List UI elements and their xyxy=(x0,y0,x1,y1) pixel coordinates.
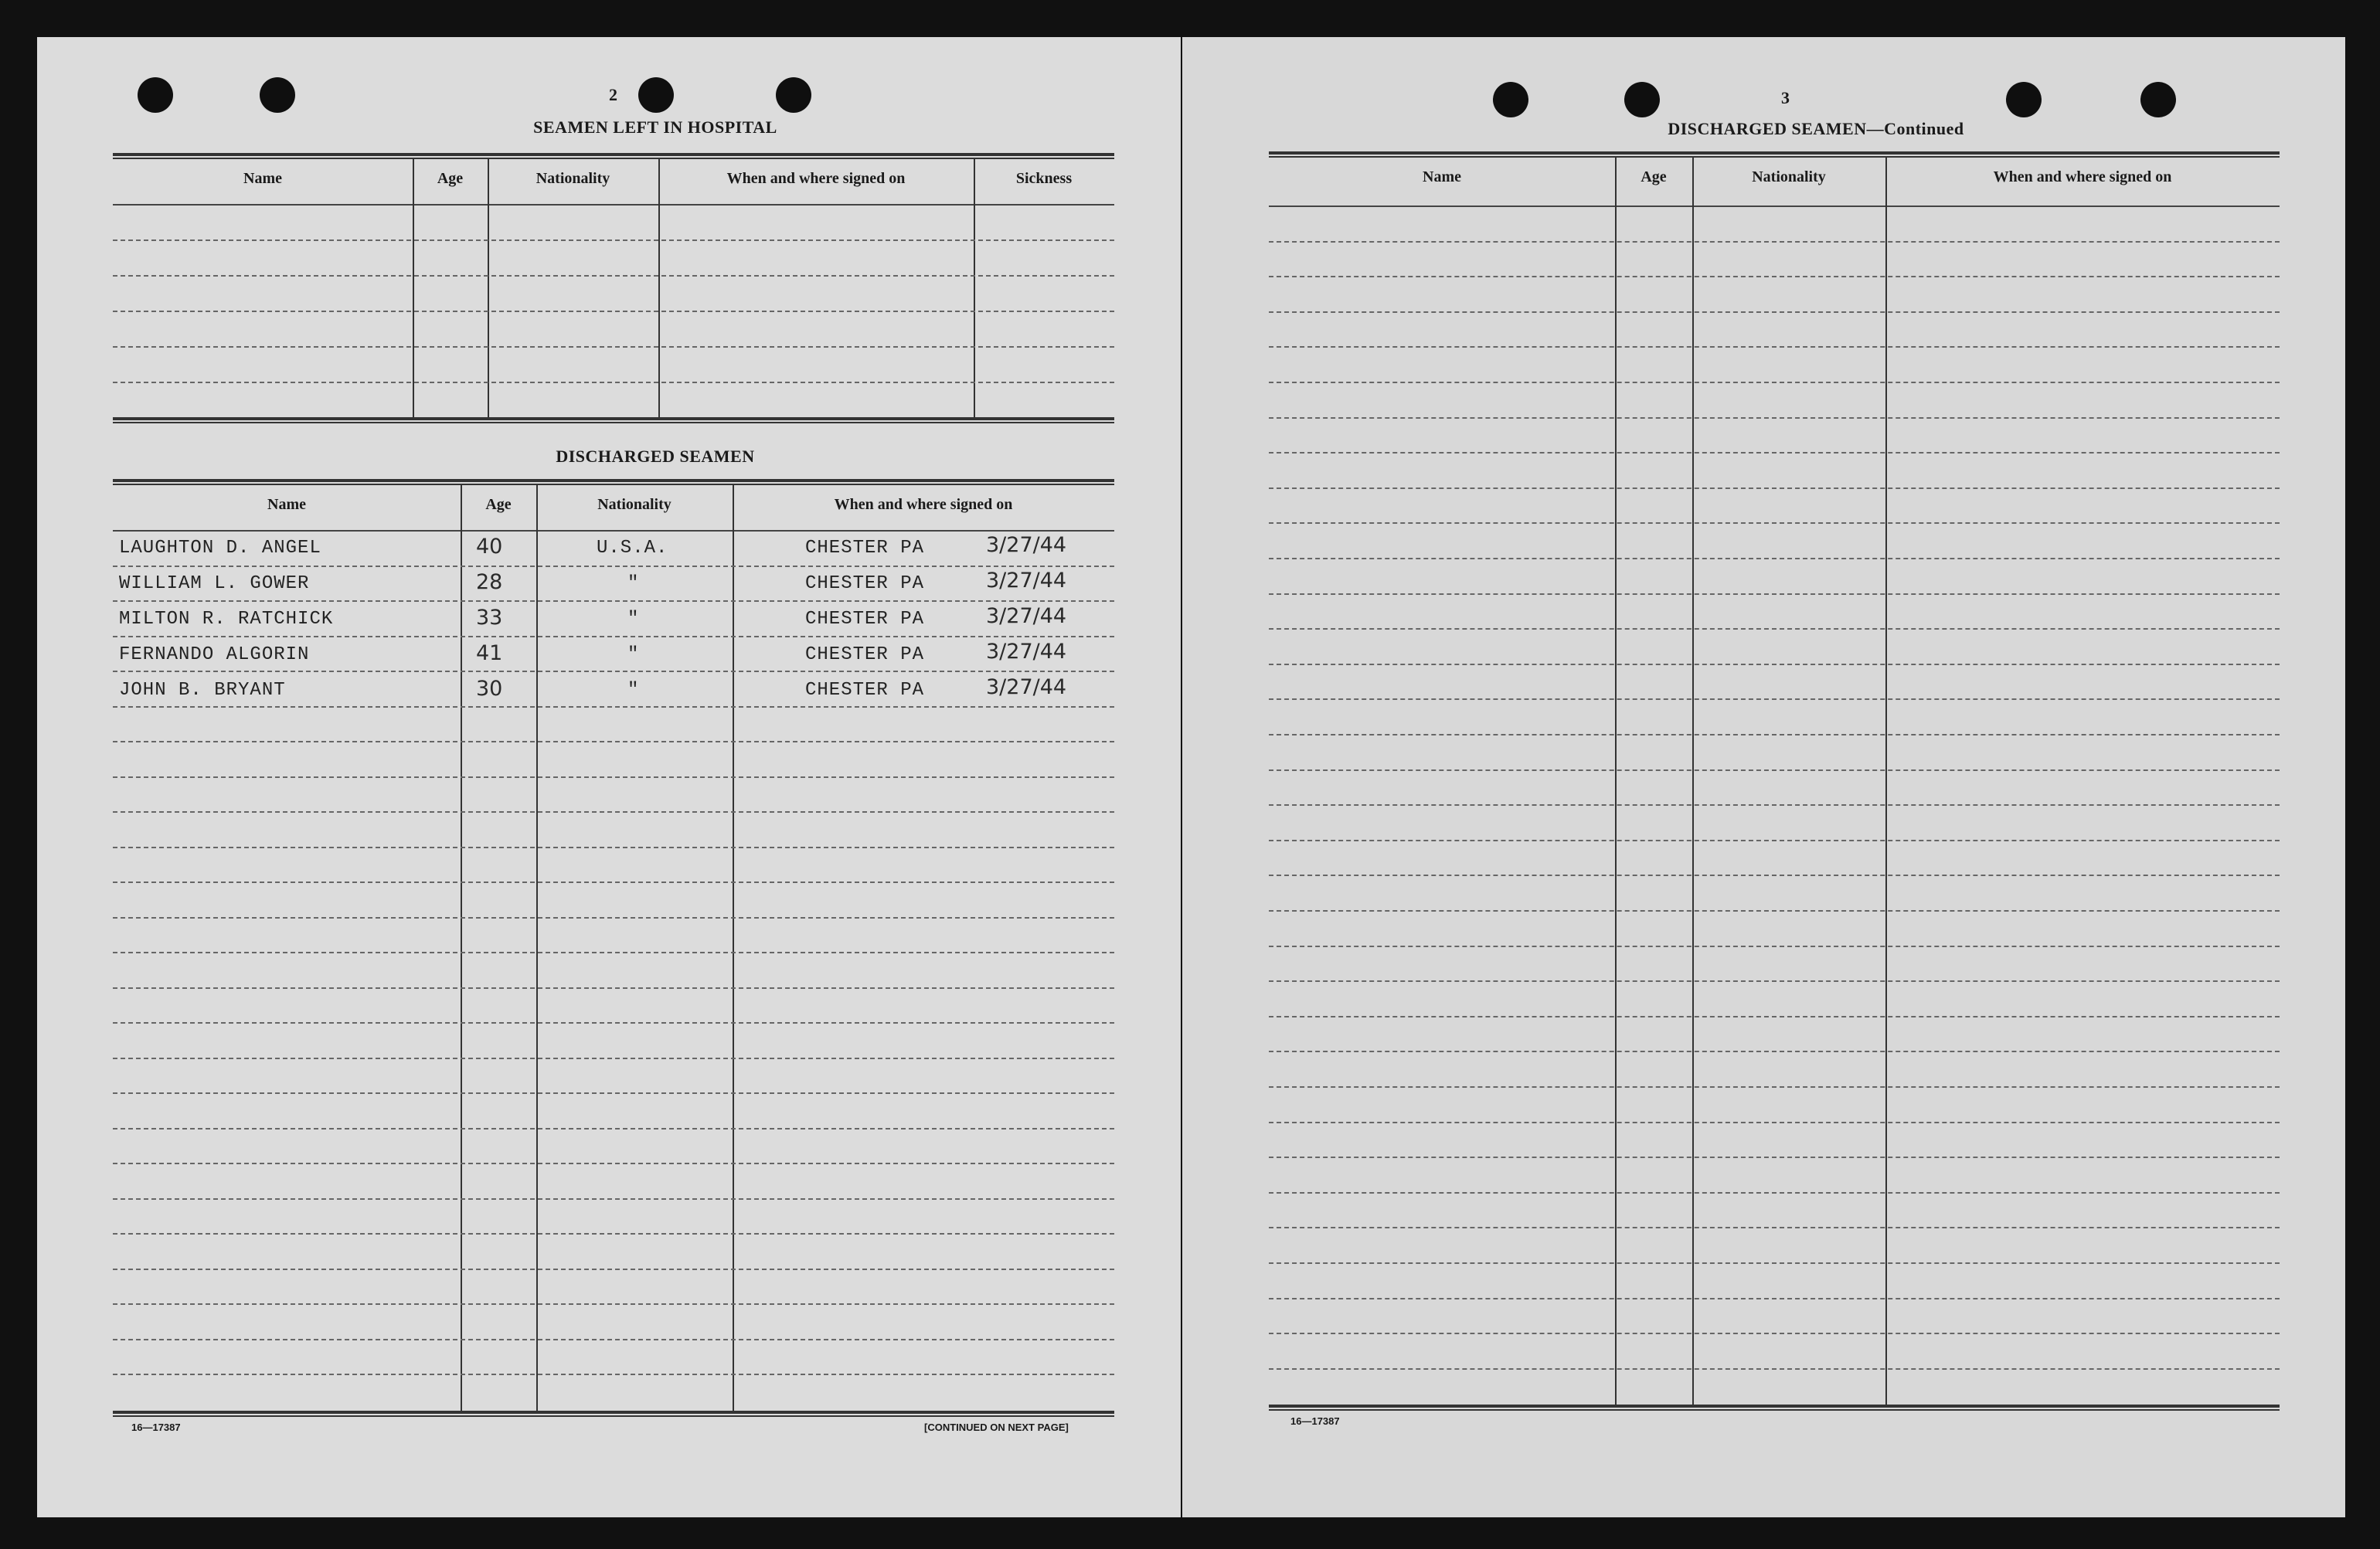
row-rule xyxy=(113,811,1114,813)
row-rule xyxy=(113,600,1114,602)
signed-on-date: 3/27/44 xyxy=(986,640,1067,664)
row-rule xyxy=(113,1058,1114,1059)
seaman-age: 30 xyxy=(476,677,503,701)
punch-hole xyxy=(138,77,173,113)
row-rule xyxy=(113,566,1114,567)
row-rule xyxy=(113,882,1114,883)
row-rule xyxy=(113,1022,1114,1024)
row-rule xyxy=(113,987,1114,989)
row-rule xyxy=(1269,1122,2280,1123)
row-rule xyxy=(113,1339,1114,1340)
row-rule xyxy=(1269,734,2280,735)
column-divider xyxy=(658,158,660,417)
row-rule xyxy=(1269,382,2280,383)
discharged-section-title: DISCHARGED SEAMEN xyxy=(556,447,755,466)
row-rule xyxy=(113,1374,1114,1375)
seaman-name: JOHN B. BRYANT xyxy=(119,680,286,701)
title-main: DISCHARGED SEAMEN xyxy=(1668,119,1867,138)
row-rule xyxy=(1269,1157,2280,1158)
table-top-rule xyxy=(1269,151,2280,158)
row-rule xyxy=(1269,1227,2280,1228)
row-rule xyxy=(113,671,1114,672)
row-rule xyxy=(1269,628,2280,630)
row-rule xyxy=(1269,1192,2280,1194)
row-rule xyxy=(113,776,1114,778)
continued-note: [CONTINUED ON NEXT PAGE] xyxy=(924,1422,1069,1433)
hospital-section-title: SEAMEN LEFT IN HOSPITAL xyxy=(533,117,777,137)
left-page xyxy=(37,37,1181,1517)
column-header: Nationality xyxy=(536,170,610,187)
signed-on-date: 3/27/44 xyxy=(986,533,1067,557)
column-divider xyxy=(1885,156,1887,1405)
row-rule xyxy=(113,847,1114,848)
page-number: 2 xyxy=(609,85,617,104)
row-rule xyxy=(1269,1086,2280,1088)
column-header: Age xyxy=(485,496,512,513)
column-divider xyxy=(488,158,489,417)
column-header: Age xyxy=(1640,168,1667,185)
table-bottom-rule xyxy=(113,417,1114,423)
signed-on-place: CHESTER PA xyxy=(805,609,925,630)
punch-hole xyxy=(2140,82,2176,117)
form-number: 16—17387 xyxy=(1290,1415,1340,1427)
signed-on-place: CHESTER PA xyxy=(805,680,925,701)
row-rule xyxy=(1269,980,2280,982)
form-number: 16—17387 xyxy=(131,1422,181,1433)
row-rule xyxy=(113,311,1114,312)
row-rule xyxy=(1269,346,2280,348)
row-rule xyxy=(113,636,1114,637)
seaman-name: WILLIAM L. GOWER xyxy=(119,573,310,594)
seaman-age: 28 xyxy=(476,570,503,594)
column-header: Nationality xyxy=(597,496,672,513)
seaman-age: 40 xyxy=(476,535,503,559)
row-rule xyxy=(113,741,1114,742)
column-header: Sickness xyxy=(1015,170,1073,187)
column-header: Nationality xyxy=(1752,168,1826,185)
signed-on-date: 3/27/44 xyxy=(986,675,1067,699)
column-header: Name xyxy=(243,170,282,187)
seaman-age: 33 xyxy=(476,606,503,630)
seaman-name: LAUGHTON D. ANGEL xyxy=(119,538,321,559)
row-rule xyxy=(1269,1262,2280,1264)
row-rule xyxy=(1269,910,2280,912)
row-rule xyxy=(113,1269,1114,1270)
header-rule xyxy=(1269,206,2280,207)
row-rule xyxy=(113,382,1114,383)
row-rule xyxy=(113,346,1114,348)
continued-section-title xyxy=(1584,119,2048,139)
column-header: When and where signed on xyxy=(726,170,906,187)
signed-on-date: 3/27/44 xyxy=(986,569,1067,593)
seaman-nationality: " xyxy=(627,680,640,701)
column-divider xyxy=(1692,156,1694,1405)
row-rule xyxy=(1269,417,2280,419)
column-divider xyxy=(1615,156,1617,1405)
row-rule xyxy=(113,706,1114,708)
row-rule xyxy=(1269,241,2280,243)
row-rule xyxy=(1269,698,2280,700)
title-suffix: —Continued xyxy=(1866,119,1964,138)
punch-hole xyxy=(776,77,811,113)
seaman-nationality: " xyxy=(627,609,640,630)
row-rule xyxy=(113,917,1114,919)
row-rule xyxy=(1269,487,2280,489)
row-rule xyxy=(1269,1298,2280,1299)
column-divider xyxy=(733,484,734,1411)
row-rule xyxy=(1269,558,2280,559)
row-rule xyxy=(113,275,1114,277)
column-header: When and where signed on xyxy=(1993,168,2172,185)
row-rule xyxy=(1269,1333,2280,1334)
right-page xyxy=(1182,37,2345,1517)
header-rule xyxy=(113,530,1114,532)
row-rule xyxy=(1269,1368,2280,1370)
row-rule xyxy=(1269,875,2280,876)
row-rule xyxy=(113,239,1114,241)
seaman-nationality: " xyxy=(627,573,640,594)
signed-on-place: CHESTER PA xyxy=(805,538,925,559)
table-bottom-rule xyxy=(113,1411,1114,1417)
column-divider xyxy=(413,158,414,417)
punch-hole xyxy=(260,77,295,113)
row-rule xyxy=(113,1198,1114,1200)
row-rule xyxy=(1269,664,2280,665)
punch-hole xyxy=(1493,82,1528,117)
row-rule xyxy=(113,952,1114,953)
row-rule xyxy=(1269,311,2280,313)
table-bottom-rule xyxy=(1269,1405,2280,1411)
signed-on-place: CHESTER PA xyxy=(805,644,925,665)
column-divider xyxy=(536,484,538,1411)
row-rule xyxy=(113,1128,1114,1129)
column-header: Name xyxy=(267,496,306,513)
row-rule xyxy=(1269,946,2280,947)
row-rule xyxy=(113,1303,1114,1305)
column-header: When and where signed on xyxy=(834,496,1013,513)
row-rule xyxy=(1269,769,2280,771)
row-rule xyxy=(1269,1051,2280,1052)
punch-hole xyxy=(2006,82,2042,117)
punch-hole xyxy=(1624,82,1660,117)
row-rule xyxy=(1269,593,2280,595)
row-rule xyxy=(113,1092,1114,1094)
column-divider xyxy=(974,158,975,417)
row-rule xyxy=(1269,804,2280,806)
row-rule xyxy=(1269,1016,2280,1017)
table-top-rule xyxy=(113,479,1114,485)
signed-on-date: 3/27/44 xyxy=(986,604,1067,628)
seaman-age: 41 xyxy=(476,641,503,665)
row-rule xyxy=(1269,452,2280,453)
row-rule xyxy=(113,1163,1114,1164)
row-rule xyxy=(1269,276,2280,277)
row-rule xyxy=(1269,522,2280,524)
column-header: Name xyxy=(1423,168,1461,185)
row-rule xyxy=(113,1233,1114,1235)
row-rule xyxy=(1269,840,2280,841)
seaman-name: FERNANDO ALGORIN xyxy=(119,644,310,665)
seaman-name: MILTON R. RATCHICK xyxy=(119,609,334,630)
seaman-nationality: " xyxy=(627,644,640,665)
column-divider xyxy=(461,484,462,1411)
punch-hole xyxy=(638,77,674,113)
header-rule xyxy=(113,204,1114,206)
page-number: 3 xyxy=(1781,88,1790,107)
signed-on-place: CHESTER PA xyxy=(805,573,925,594)
seaman-nationality: U.S.A. xyxy=(597,538,668,559)
column-header: Age xyxy=(437,170,464,187)
table-top-rule xyxy=(113,153,1114,159)
